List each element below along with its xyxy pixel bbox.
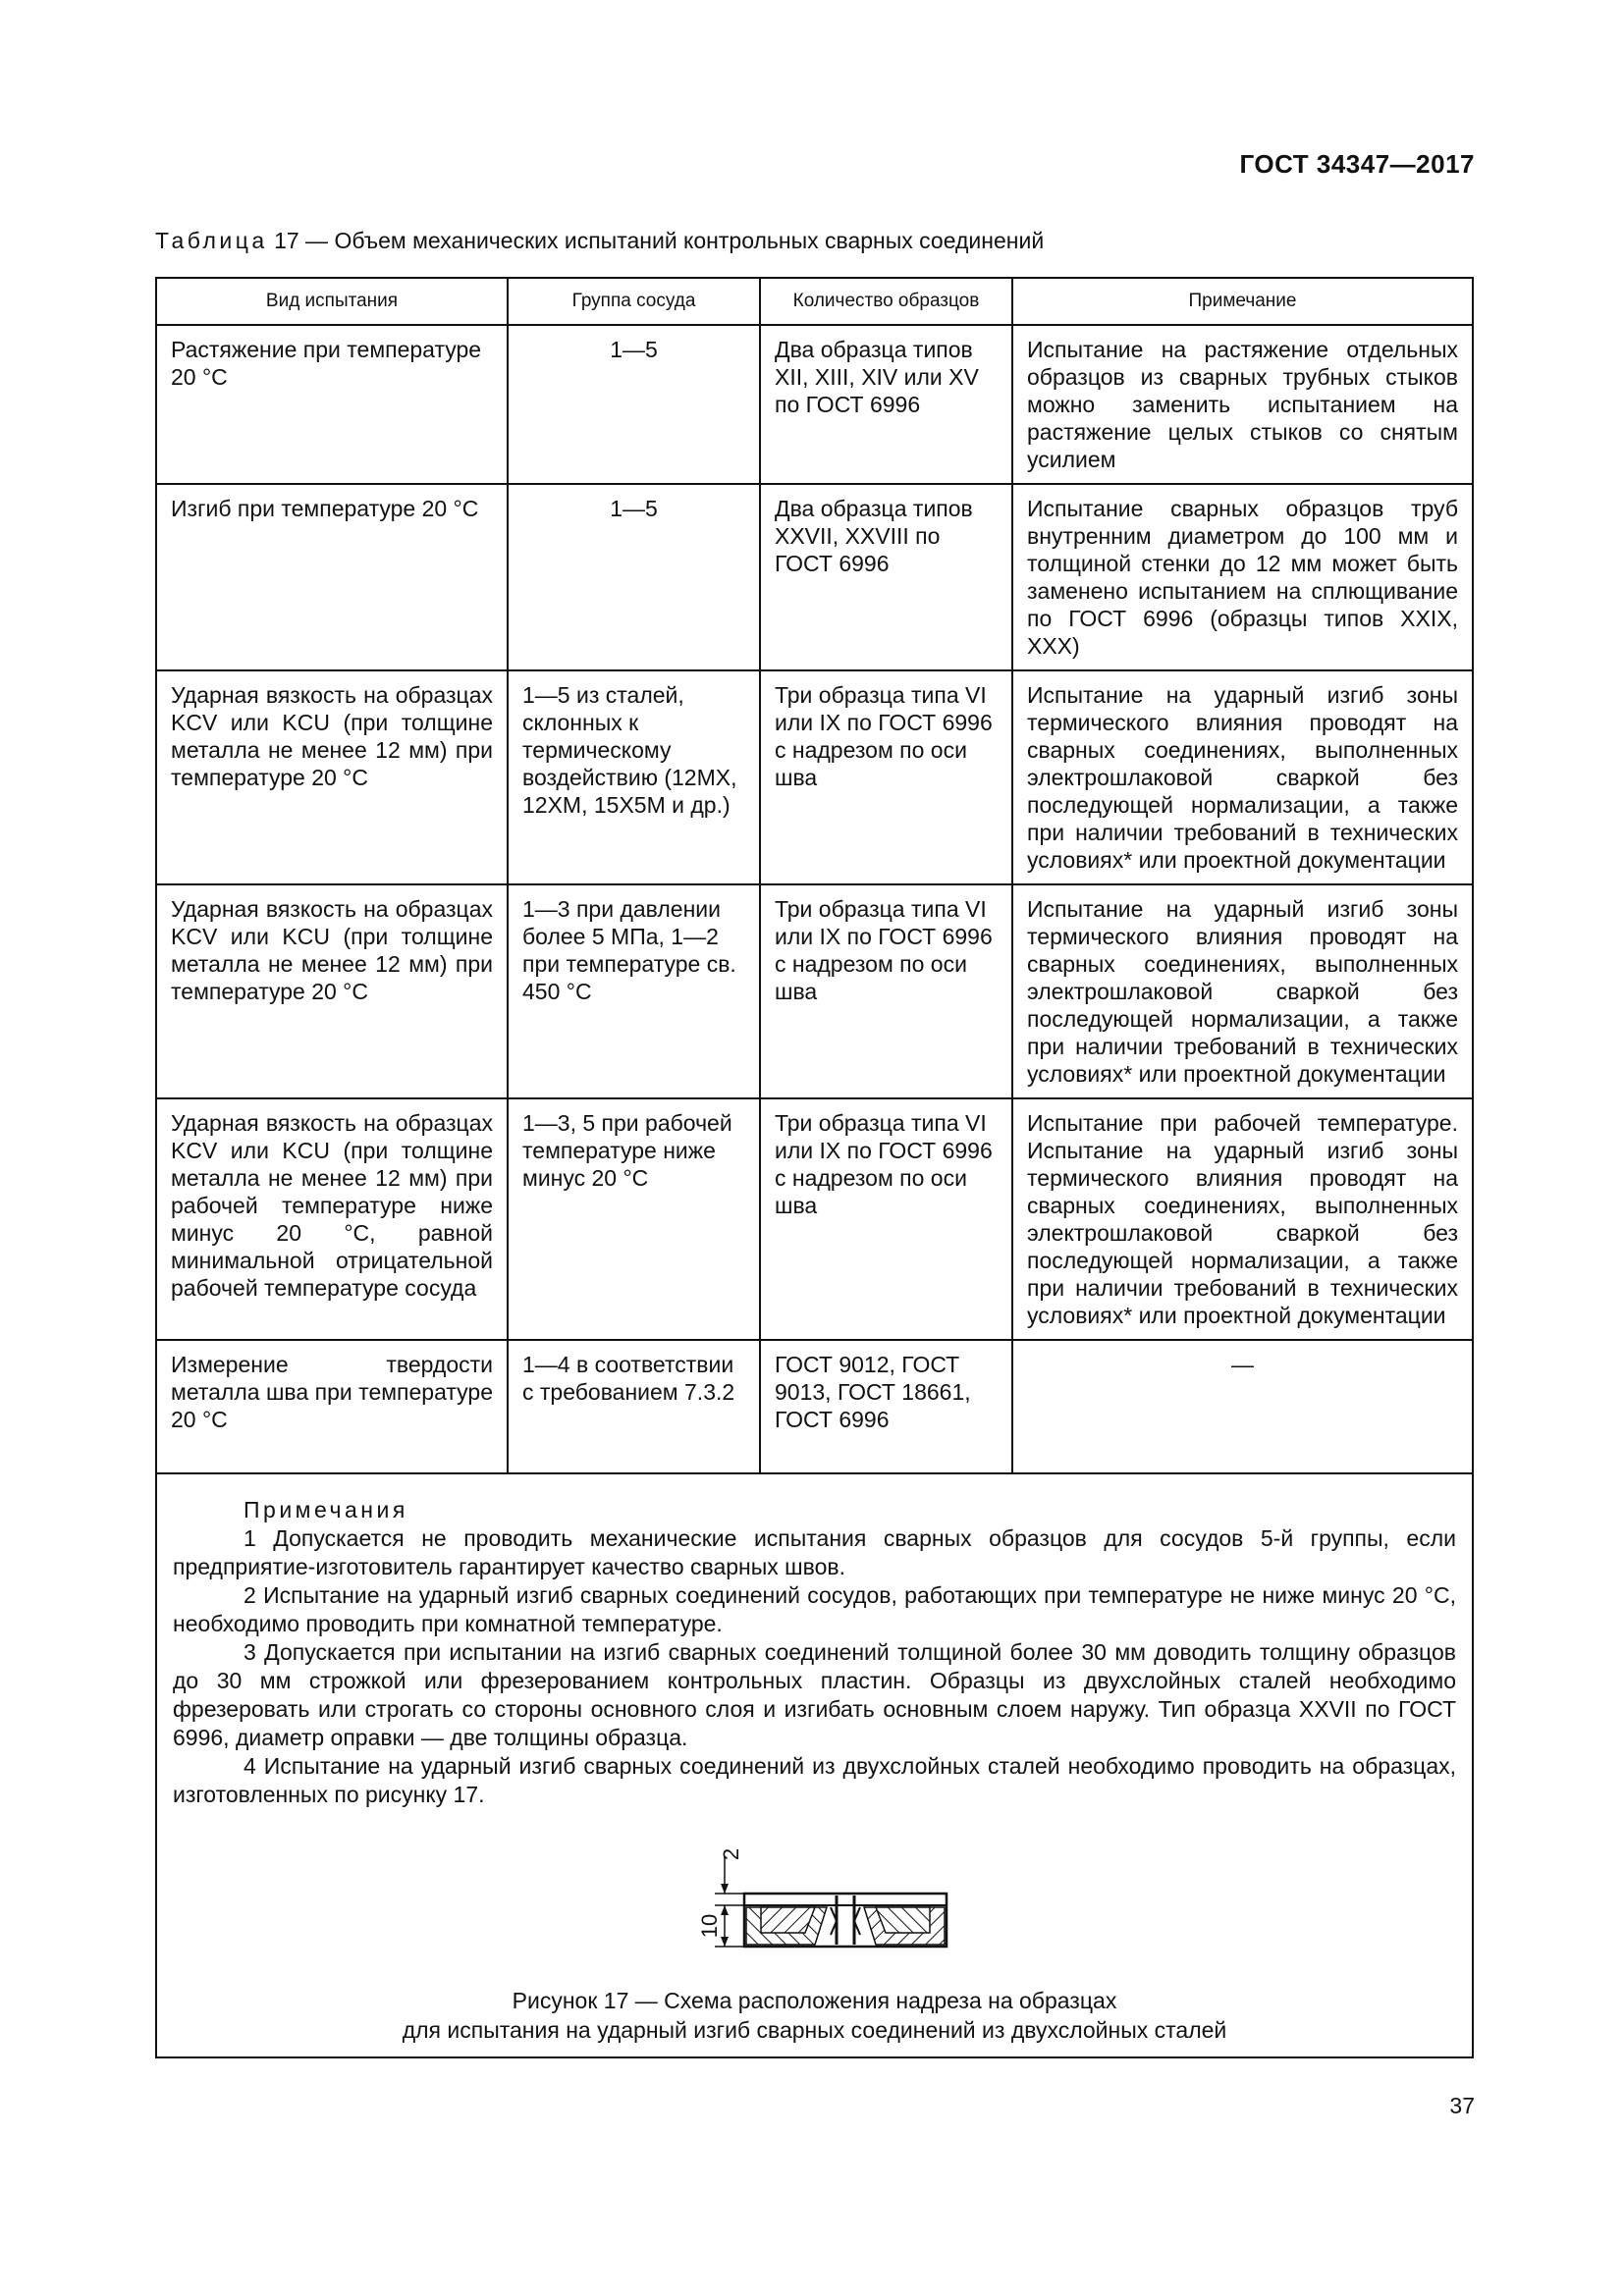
page-number: 37 (1449, 2093, 1475, 2118)
dimension-label-side: 10 (697, 1913, 722, 1939)
table-row (157, 484, 1472, 670)
table-caption-word: Таблица (155, 228, 268, 253)
specimen-body (744, 1894, 947, 1947)
cell-samples: Три образца типа VI или IX по ГОСТ 6996 с надрезом по оси шва (760, 884, 1012, 1098)
cell-test: Растяжение при температуре 20 °С (157, 325, 508, 484)
cell-group: 1—5 (508, 325, 760, 484)
table-header-row (157, 279, 1472, 325)
column-header-test: Вид испытания (157, 279, 508, 325)
note-item: 3 Допускается при испытании на изгиб сварных соединений толщиной более 30 мм доводить толщину образцов до 30 мм строжкой или фрезерованием контрольных пластин. Образцы из двухслойных сталей необходимо фрезеровать или строгать со стороны основного слоя и изгибать основным слоем наружу. Тип образца XXVII по ГОСТ 6996, диаметр оправки — две толщины образца. (173, 1639, 1456, 1750)
cell-group: 1—5 (508, 484, 760, 670)
cell-test: Ударная вязкость на образцах KCV или KCU (при толщине металла не менее 12 мм) при температуре 20 °С (157, 670, 508, 884)
note-item: 4 Испытание на ударный изгиб сварных соединений из двухслойных сталей необходимо проводить на образцах, изготовленных по рисунку 17. (173, 1753, 1456, 1807)
cell-test: Изгиб при температуре 20 °С (157, 484, 508, 670)
cell-note: — (1012, 1340, 1472, 1473)
cell-test: Ударная вязкость на образцах KCV или KCU (при толщине металла не менее 12 мм) при рабочей температуре ниже минус 20 °С, равной минимальной отрицательной рабочей температуре сосуда (157, 1098, 508, 1340)
cell-samples: Три образца типа VI или IX по ГОСТ 6996 с надрезом по оси шва (760, 670, 1012, 884)
figure-caption (157, 1986, 1472, 2045)
table-caption-title: 17 — Объем механических испытаний контрольных сварных соединений (267, 228, 1045, 253)
cell-test: Ударная вязкость на образцах KCV или KCU (при толщине металла не менее 12 мм) при температуре 20 °С (157, 884, 508, 1098)
column-header-group: Группа сосуда (508, 279, 760, 325)
document-code: ГОСТ 34347—2017 (1239, 149, 1475, 179)
notes-heading: Примечания (244, 1497, 408, 1522)
figure-caption-line-2: для испытания на ударный изгиб сварных соединений из двухслойных сталей (402, 2017, 1227, 2043)
cell-samples: Два образца типов XXVII, XXVIII по ГОСТ 6996 (760, 484, 1012, 670)
table-caption (155, 228, 1044, 254)
cell-group: 1—3 при давлении более 5 МПа, 1—2 при температуре св. 450 °С (508, 884, 760, 1098)
cell-note: Испытание на ударный изгиб зоны термического влияния проводят на сварных соединениях, выполненных электрошлаковой сваркой без последующей нормализации, а также при наличии требований в технических условиях* или проектной документации (1012, 670, 1472, 884)
figure-caption-line-1: Рисунок 17 — Схема расположения надреза на образцах (512, 1988, 1117, 2013)
table-notes (157, 1474, 1472, 1809)
table-frame (155, 277, 1474, 2058)
cell-group: 1—4 в соответствии с требованием 7.3.2 (508, 1340, 760, 1473)
cell-note: Испытание на растяжение отдельных образцов из сварных трубных стыков можно заменить испытанием на растяжение целых стыков со снятым усилием (1012, 325, 1472, 484)
cell-test: Измерение твердости металла шва при температуре 20 °С (157, 1340, 508, 1473)
notch-diagram (668, 1827, 962, 1974)
table-row (157, 325, 1472, 484)
cell-samples: Три образца типа VI или IX по ГОСТ 6996 с надрезом по оси шва (760, 1098, 1012, 1340)
table-row (157, 884, 1472, 1098)
column-header-samples: Количество образцов (760, 279, 1012, 325)
column-header-note: Примечание (1012, 279, 1472, 325)
cell-note: Испытание при рабочей температуре. Испытание на ударный изгиб зоны термического влияния проводят на сварных соединениях, выполненных электрошлаковой сваркой без последующей нормализации, а также при наличии требований в технических условиях* или проектной документации (1012, 1098, 1472, 1340)
table-row (157, 1098, 1472, 1340)
table-row (157, 670, 1472, 884)
dimension-label-top: 2 (719, 1847, 743, 1861)
cell-samples: ГОСТ 9012, ГОСТ 9013, ГОСТ 18661, ГОСТ 6996 (760, 1340, 1012, 1473)
cell-note: Испытание сварных образцов труб внутренним диаметром до 100 мм и толщиной стенки до 12 мм может быть заменено испытанием на сплющивание по ГОСТ 6996 (образцы типов XXIX, XXX) (1012, 484, 1472, 670)
cell-note: Испытание на ударный изгиб зоны термического влияния проводят на сварных соединениях, выполненных электрошлаковой сваркой без последующей нормализации, а также при наличии требований в технических условиях* или проектной документации (1012, 884, 1472, 1098)
note-item: 1 Допускается не проводить механические испытания сварных образцов для сосудов 5-й группы, если предприятие-изготовитель гарантирует качество сварных швов. (173, 1525, 1456, 1579)
note-item: 2 Испытание на ударный изгиб сварных соединений сосудов, работающих при температуре не ниже минус 20 °С, необходимо проводить при комнатной температуре. (173, 1582, 1456, 1636)
tests-table (157, 279, 1472, 1474)
cell-samples: Два образца типов XII, XIII, XIV или XV по ГОСТ 6996 (760, 325, 1012, 484)
cell-group: 1—3, 5 при рабочей температуре ниже минус 20 °С (508, 1098, 760, 1340)
table-row (157, 1340, 1472, 1473)
figure-17 (157, 1827, 1472, 1974)
cell-group: 1—5 из сталей, склонных к термическому воздействию (12МХ, 12ХМ, 15Х5М и др.) (508, 670, 760, 884)
